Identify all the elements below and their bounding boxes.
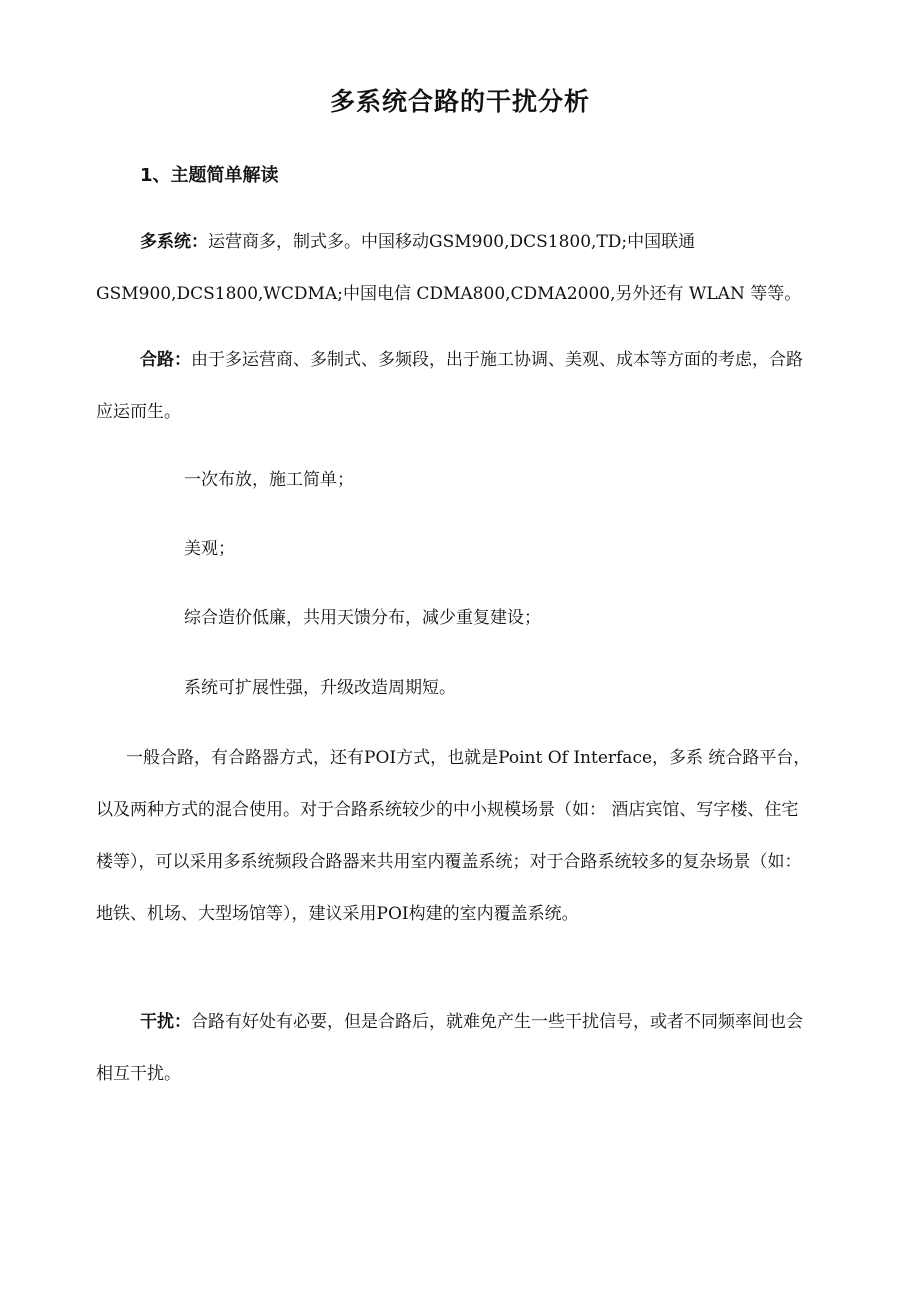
term-multisystem: 多系统： <box>140 232 208 252</box>
paragraph-general-combining <box>96 732 812 940</box>
paragraph-text: 运营商多，制式多。中国移动GSM900,DCS1800,TD;中国联通GSM900,DCS1800,WCDMA;中国电信 CDMA800,CDMA2000,另外还有 WLAN 等等。 <box>96 232 802 304</box>
benefit-item: 系统可扩展性强，升级改造周期短。 <box>184 678 456 698</box>
benefit-item: 综合造价低廉，共用天馈分布，减少重复建设； <box>184 608 541 628</box>
term-combining: 合路： <box>140 350 191 370</box>
benefit-item: 一次布放，施工简单； <box>184 470 354 490</box>
paragraph-text: 合路有好处有必要，但是合路后，就难免产生一些干扰信号，或者不同频率间也会相互干扰。 <box>96 1012 803 1084</box>
paragraph-combining <box>96 334 812 438</box>
term-interference: 干扰： <box>140 1012 191 1032</box>
paragraph-multisystem <box>96 216 812 320</box>
section-heading: 1、主题简单解读 <box>140 165 279 186</box>
paragraph-text: 由于多运营商、多制式、多频段，出于施工协调、美观、成本等方面的考虑，合路应运而生。 <box>96 350 803 422</box>
page-title: 多系统合路的干扰分析 <box>329 87 590 116</box>
paragraph-text: 一般合路，有合路器方式，还有POI方式，也就是Point Of Interface，多系 统合路平台，以及两种方式的混合使用。对于合路系统较少的中小规模场景（如： 酒店宾馆、写字楼、住宅楼等），可以采用多系统频段合路器来共用室内覆盖系统；对于合路系统较多的复杂场景（如：地铁、机场、大型场馆等），建议采用POI构建的室内覆盖系统。 <box>96 748 811 924</box>
paragraph-interference <box>96 996 812 1100</box>
benefit-item: 美观； <box>184 539 235 559</box>
